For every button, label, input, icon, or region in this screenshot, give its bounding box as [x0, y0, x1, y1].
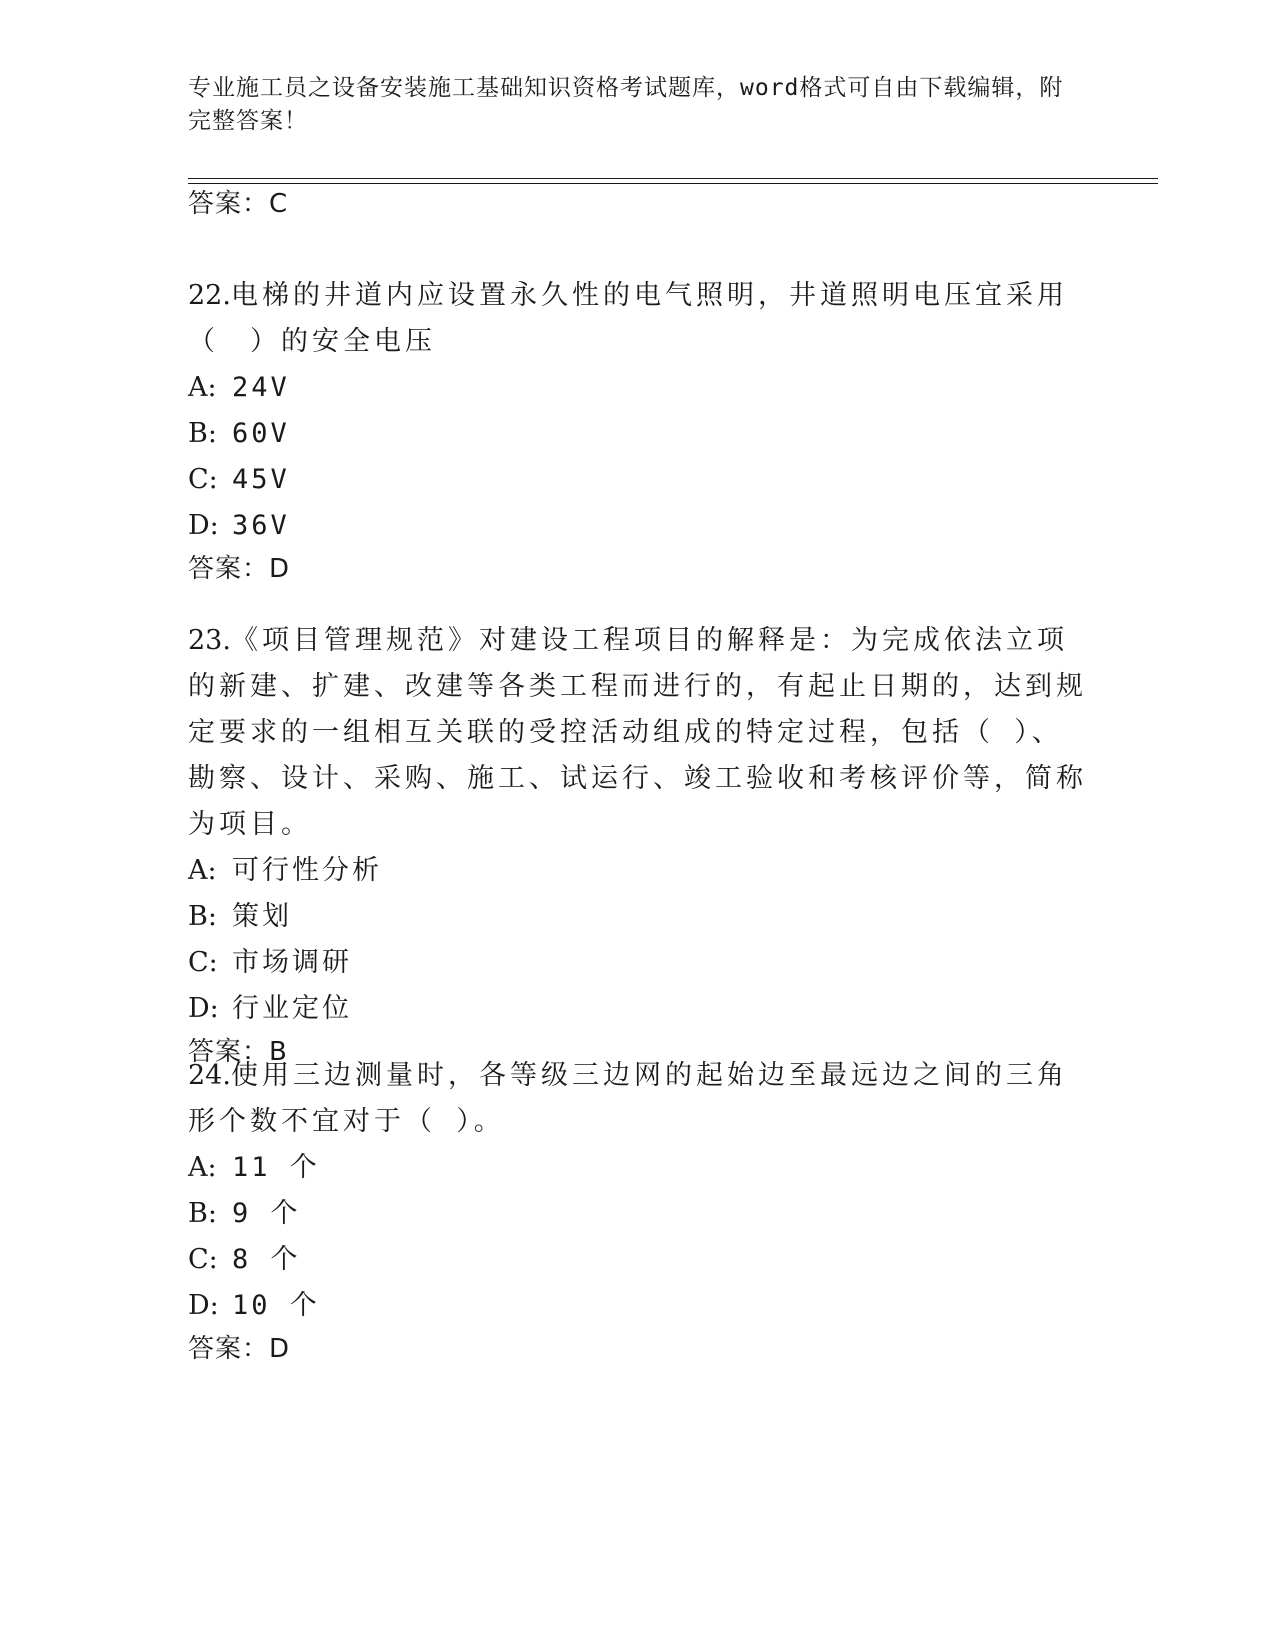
question-22 — [188, 273, 1088, 587]
option-label: D: — [188, 1290, 219, 1321]
option-text: 策划 — [232, 901, 292, 932]
header-divider-thick — [188, 183, 1158, 184]
question-stem — [188, 618, 1088, 848]
question-number: 23. — [188, 625, 231, 656]
option-label: A: — [188, 855, 217, 886]
option-c — [188, 940, 1088, 986]
option-label: C: — [188, 464, 218, 495]
option-c — [188, 457, 1088, 503]
option-text: 11 个 — [232, 1152, 320, 1183]
document-header: 专业施工员之设备安装施工基础知识资格考试题库，word格式可自由下载编辑，附完整答案！ — [188, 75, 1064, 134]
option-label: C: — [188, 947, 218, 978]
answer: 答案：D — [188, 554, 291, 584]
question-number: 24. — [188, 1060, 231, 1091]
option-d — [188, 1283, 1088, 1329]
question-text: 电梯的井道内应设置永久性的电气照明，井道照明电压宜采用（ ）的安全电压 — [188, 280, 1068, 357]
question-text: 《项目管理规范》对建设工程项目的解释是：为完成依法立项的新建、扩建、改建等各类工程而进行的，有起止日期的，达到规定要求的一组相互关联的受控活动组成的特定过程，包括（ ）、勘察、设计、采购、施工、试运行、竣工验收和考核评价等，简称为项目。 — [188, 625, 1087, 840]
option-text: 行业定位 — [232, 993, 352, 1024]
option-text: 24V — [232, 372, 290, 403]
question-24 — [188, 1053, 1088, 1367]
option-b — [188, 411, 1088, 457]
option-text: 45V — [232, 464, 290, 495]
option-text: 60V — [232, 418, 290, 449]
option-a — [188, 1145, 1088, 1191]
question-stem — [188, 1053, 1088, 1145]
option-label: B: — [188, 901, 217, 932]
option-text: 8 个 — [232, 1244, 301, 1275]
answer: 答案：D — [188, 1334, 291, 1364]
option-label: B: — [188, 418, 217, 449]
option-text: 可行性分析 — [232, 855, 382, 886]
option-label: B: — [188, 1198, 217, 1229]
option-a — [188, 365, 1088, 411]
option-b — [188, 894, 1088, 940]
option-label: D: — [188, 510, 219, 541]
option-text: 9 个 — [232, 1198, 301, 1229]
option-label: A: — [188, 372, 217, 403]
option-a — [188, 848, 1088, 894]
question-text: 使用三边测量时，各等级三边网的起始边至最远边之间的三角形个数不宜对于（ ）。 — [188, 1060, 1068, 1137]
question-23 — [188, 618, 1088, 1070]
previous-answer: 答案：C — [188, 189, 289, 219]
option-label: A: — [188, 1152, 217, 1183]
option-text: 10 个 — [232, 1290, 320, 1321]
option-label: C: — [188, 1244, 218, 1275]
option-d — [188, 503, 1088, 549]
option-c — [188, 1237, 1088, 1283]
option-text: 市场调研 — [232, 947, 352, 978]
header-divider-thin — [188, 178, 1158, 179]
option-text: 36V — [232, 510, 290, 541]
option-d — [188, 986, 1088, 1032]
answer: 答案：B — [188, 1037, 288, 1067]
question-number: 22. — [188, 280, 231, 311]
option-label: D: — [188, 993, 219, 1024]
question-stem — [188, 273, 1088, 365]
option-b — [188, 1191, 1088, 1237]
